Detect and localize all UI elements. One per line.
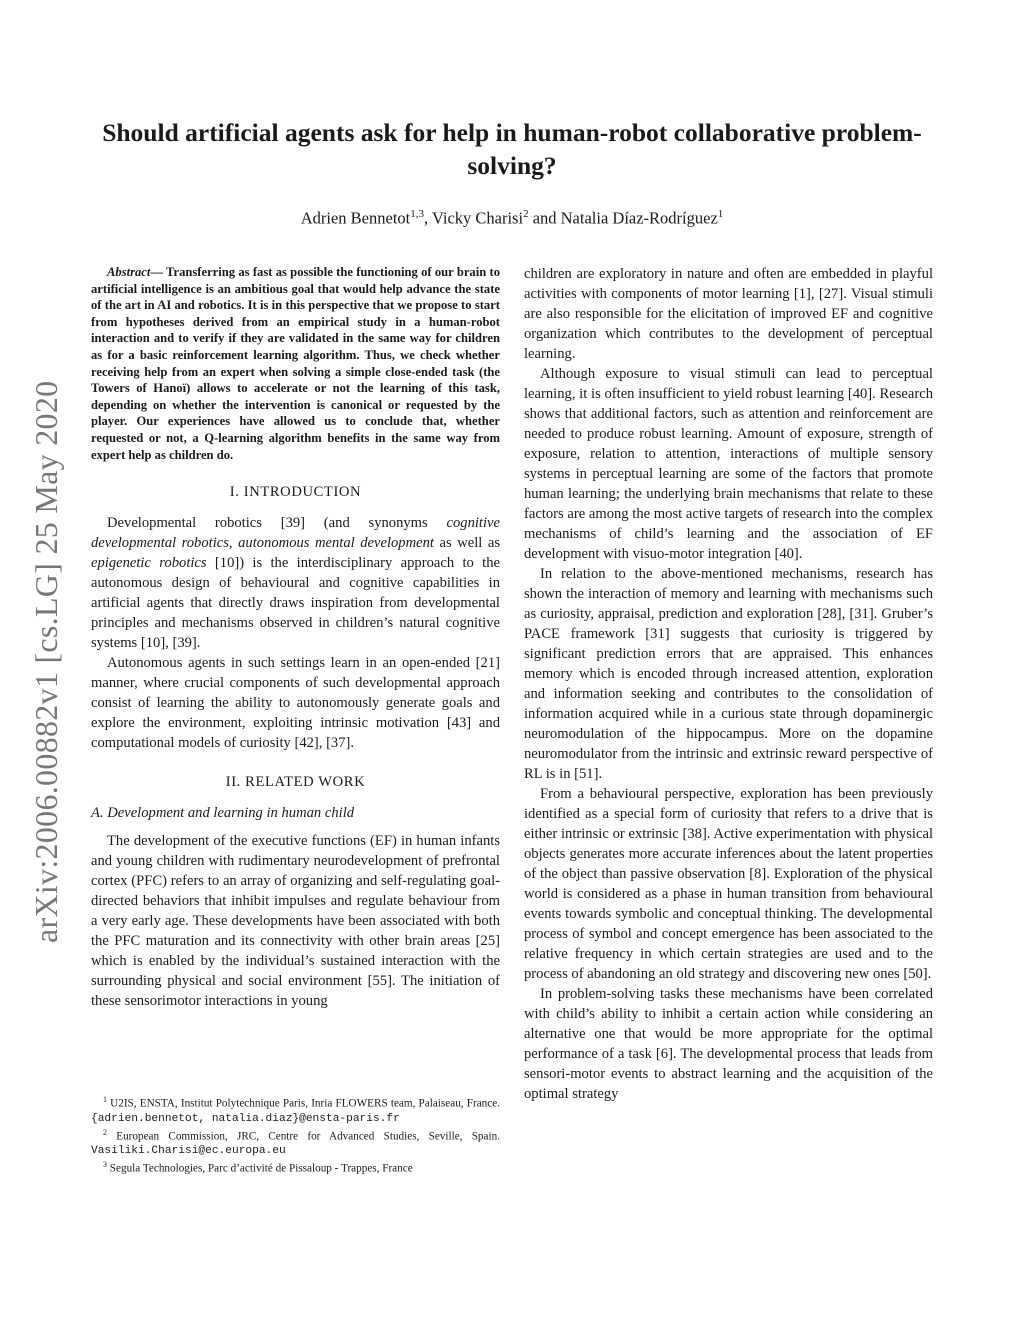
text-run: Developmental robotics [39] (and synonyms [107,515,447,532]
related-work-paragraph: The development of the executive functions (EF) in human infants and young children with rudimentary neurodevelopment of prefrontal cortex (PFC) refers to an array of organizing and self-regulating goal-directed behaviors that inhibit impulses and regulate behaviour from a very early age. These developments have been associated with both the PFC maturation and its connectivity with other brain areas [25] which is enabled by the individual’s sustained interaction with the surrounding physical and social environment [55]. The initiation of these sensorimotor interactions in young [91,833,500,1010]
section-heading-introduction: I. INTRODUCTION [229,484,362,501]
left-column [91,264,500,1011]
text-run: , [228,535,239,552]
intro-paragraph: Autonomous agents in such settings learn in an open-ended [21] manner, where crucial components of such developmental approach consist of learning the ability to autonomously generate goals and explore the environment, exploiting intrinsic motivation [43] and computational models of curiosity [42], [37]. [91,655,500,752]
arxiv-identifier-stamp [22,345,74,945]
text-run: as well as [433,535,501,552]
emphasis-term: cognitive developmental robotics [91,515,500,552]
emphasis-term: autonomous mental development [238,535,434,552]
paper-title: Should artificial agents ask for help in human-robot collaborative problem-solving? [102,118,922,180]
footnote-3 [91,1158,500,1176]
body-paragraph: children are exploratory in nature and often are embedded in playful activities with components of motor learning [1], [27]. Visual stimuli are also responsible for the elicitation of improved EF and cognitive organization which contributes to the development of perceptual learning. [524,266,933,362]
author-separator: and [528,208,561,228]
abstract-label: Abstract [107,265,151,279]
subsection-heading: A. Development and learning in human child [91,805,355,822]
author-list [100,208,924,229]
footnote-email: Vasiliki.Charisi@ec.europa.eu [91,1145,286,1158]
right-column [524,264,933,1104]
footnote-text: Segula Technologies, Parc d’activité de Pissaloup - Trappes, France [107,1163,413,1176]
abstract [91,264,500,463]
body-paragraph: In problem-solving tasks these mechanisms have been correlated with child’s ability to inhibit a certain action while considering an alternative one that would be more appropriate for the optimal performance of a task [6]. The developmental process that leads from sensori-motor events to abstract learning and the acquisition of the optimal strategy [524,986,933,1102]
author-name: Adrien Bennetot [300,208,411,228]
author-name: Vicky Charisi [431,208,524,228]
footnotes [91,1093,500,1176]
section-heading-related-work: II. RELATED WORK [225,774,366,791]
footnote-1 [91,1093,500,1126]
body-paragraph: From a behavioural perspective, exploration has been previously identified as a special form of curiosity that refers to a drive that is either intrinsic or extrinsic [38]. Active experimentation with physical objects generates more accurate inferences about the latent properties of the object than passive observation [8]. Exploration of the physical world is considered as a phase in human transition from behavioural events towards symbolic and conceptual thinking. The developmental process of symbol and concept emergence has been associated to the relative frequency in which certain strategies are used and to the process of abandoning an old strategy and discovering new ones [50]. [524,786,933,982]
footnote-email: {adrien.bennetot, natalia.diaz}@ensta-paris.fr [91,1112,400,1125]
author-affiliation-mark: 1 [717,208,724,220]
author-affiliation-mark: 1,3 [410,208,424,220]
footnote-mark: 1 [103,1095,107,1104]
author-name: Natalia Díaz-Rodríguez [560,208,718,228]
footnote-mark: 2 [103,1127,107,1137]
footnote-text: European Commission, JRC, Centre for Advanced Studies, Seville, Spain. [107,1130,500,1143]
footnote-mark: 3 [103,1160,107,1170]
footnote-2 [91,1126,500,1159]
intro-paragraph [91,513,500,653]
author-separator: , [423,208,432,228]
abstract-dash: — [150,265,167,279]
abstract-text: Transferring as fast as possible the functioning of our brain to artificial intelligence is an ambitious goal that would help advance the state of the art in AI and robotics. It is in this perspective that we propose to start from hypotheses derived from an empirical study in a human-robot interaction and to verify if they are validated in the same way for children as for a basic reinforcement learning algorithm. Thus, we check whether receiving help from an expert when solving a simple close-ended task (the Towers of Hanoï) allows to accelerate or not the learning of this task, depending on whether the intervention is canonical or requested by the player. Our experiences have allowed us to conclude that, whether requested or not, a Q-learning algorithm benefits in the same way from expert help as children do. [91,265,501,462]
author-affiliation-mark: 2 [523,208,529,220]
text-run: [10]) is the interdisciplinary approach to the autonomous design of behavioural and cognitive capabilities in artificial agents that directly draws inspiration from developmental principles and mechanisms observed in children’s natural cognitive systems [10], [39]. [91,555,500,652]
footnote-text: U2IS, ENSTA, Institut Polytechnique Paris, Inria FLOWERS team, Palaiseau, France. [107,1097,500,1110]
emphasis-term: epigenetic robotics [91,555,207,572]
body-paragraph: Although exposure to visual stimuli can lead to perceptual learning, it is often insufficient to yield robust learning [40]. Research shows that additional factors, such as attention and reinforcement are needed to produce robust learning. Amount of exposure, strength of exposure, relation to attention, interactions of multiple sensory systems in perceptual learning are some of the factors that promote human learning; the underlying brain mechanisms that relate to these factors are among the most active targets of research into the complex mechanisms of child’s learning and the association of EF development with visuo-motor integration [40]. [524,366,933,562]
body-paragraph: In relation to the above-mentioned mechanisms, research has shown the interaction of memory and learning with mechanisms such as curiosity, appraisal, prediction and exploration [28], [31]. Gruber’s PACE framework [31] suggests that curiosity is triggered by significant prediction errors that are appraised. This enhances memory which is encoded through increased attention, exploration and information seeking and contributes to the consolidation of information acquired while in a curious state through dopaminergic neuromodulation of the hippocampus. More on the dopamine neuromodulator from the intrinsic and extrinsic reward perspective of RL is in [51]. [524,566,933,782]
arxiv-identifier-text: arXiv:2006.00882v1 [cs.LG] 25 May 2020 [28,380,64,943]
